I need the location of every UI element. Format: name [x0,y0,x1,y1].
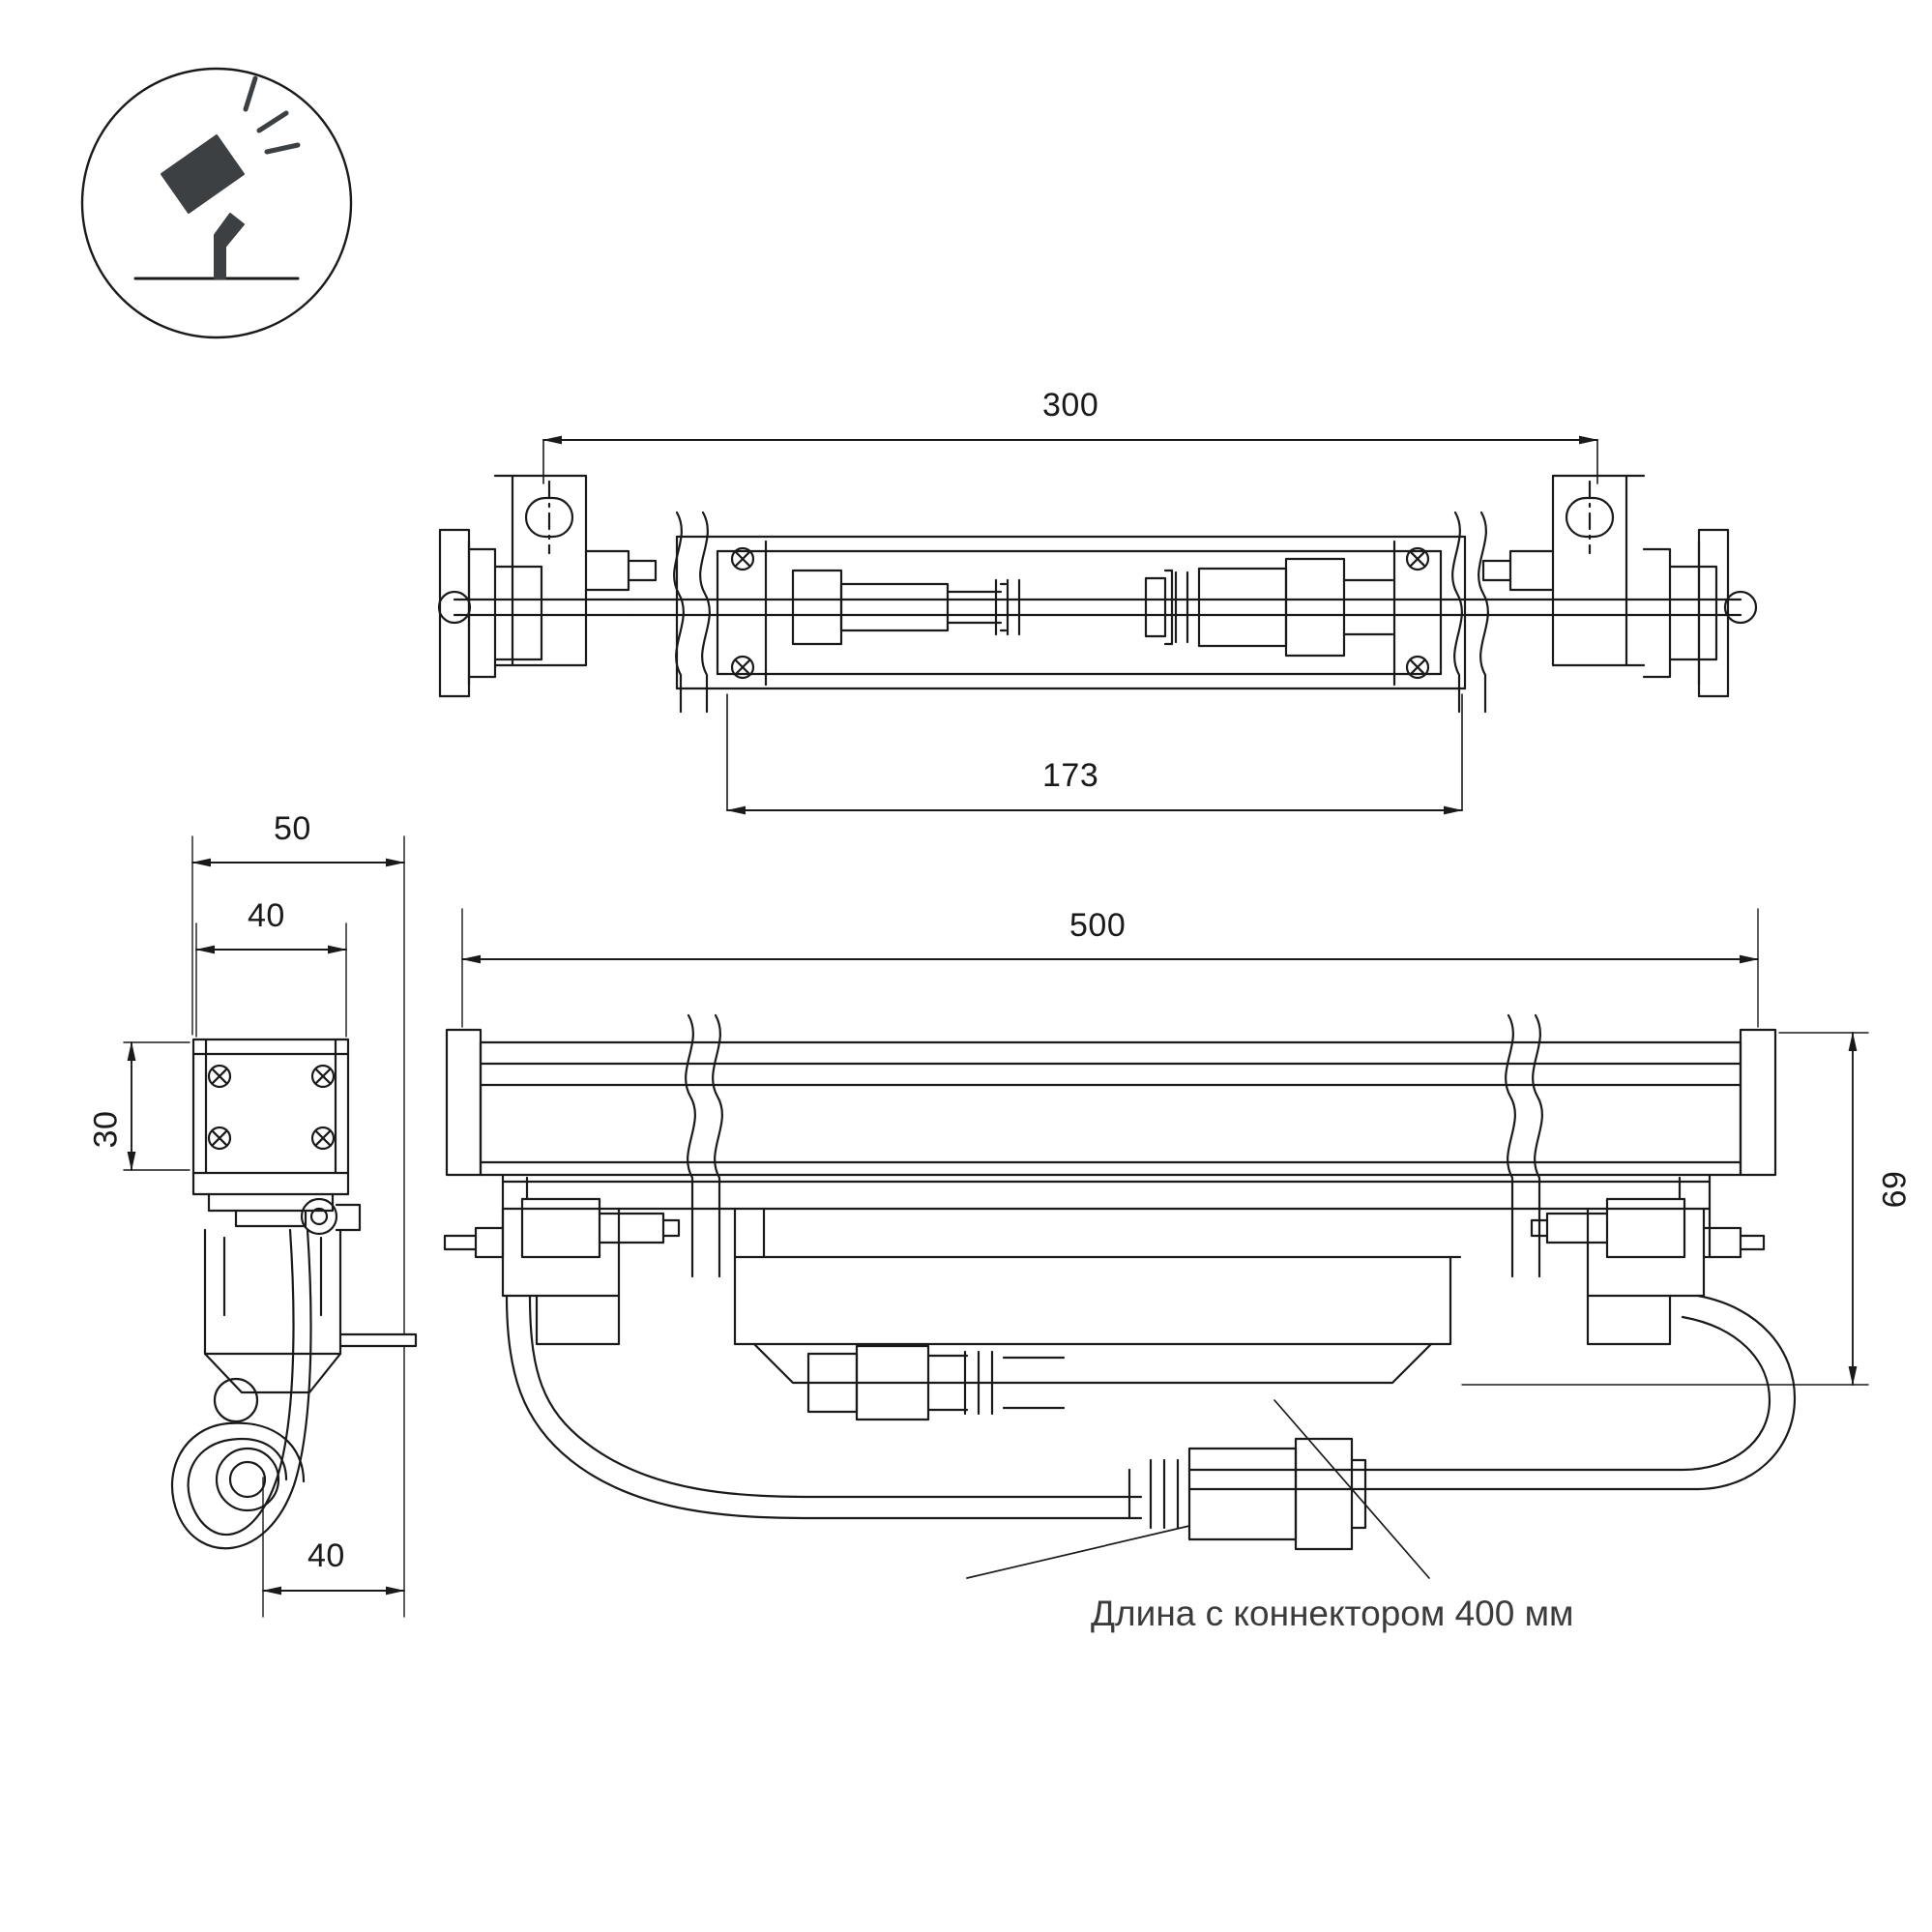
dimension-40-bottom [263,1346,404,1617]
cable-length-note: Длина с коннектором 400 мм [1091,1594,1574,1633]
dimension-40-top [196,923,346,1037]
dimension-label-300: 300 [1042,387,1099,424]
dimension-label-50: 50 [274,810,311,847]
top-view-geometry [439,476,1756,712]
dimension-label-40-bottom: 40 [307,1537,345,1574]
dimension-label-40-top: 40 [248,897,285,934]
dimension-label-173: 173 [1042,757,1099,794]
side-view-geometry [445,1015,1795,1578]
dimension-30 [124,1042,190,1170]
dimension-300 [543,440,1597,483]
dimension-label-500: 500 [1069,907,1127,944]
end-view-geometry [172,1039,416,1548]
dimension-label-30: 30 [87,1110,125,1149]
dimension-label-69: 69 [1876,1170,1914,1209]
product-type-icon [82,69,351,337]
